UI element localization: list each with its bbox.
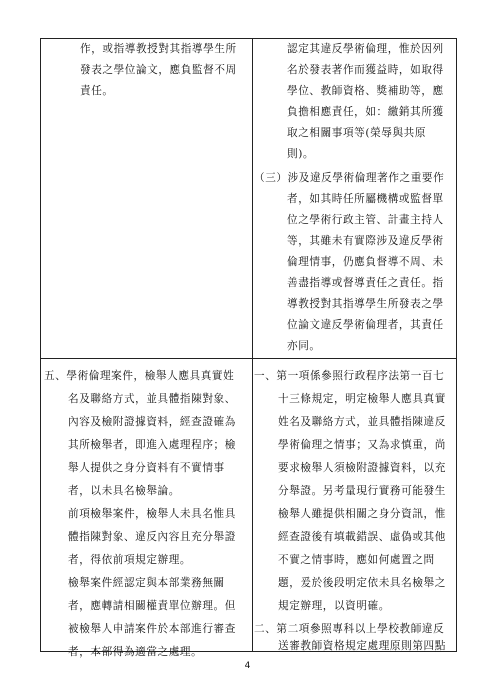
text-line: 不實之情事時，應如何處置之問 <box>278 554 435 566</box>
text-line: 被檢舉人申請案件於本部進行審查 <box>68 623 236 635</box>
text-line: 者，應轉請相關權責單位辦理。但 <box>68 600 236 612</box>
text-line: 則)。 <box>287 148 315 160</box>
text-line: 負擔相應責任，如：繳銷其所獲 <box>287 106 444 118</box>
text-line: 作，或指導教授對其指導學生所 <box>80 43 237 55</box>
text-line: 二、第二項參照專科以上學校教師違反 <box>254 623 445 635</box>
text-line: 前項檢舉案件，檢舉人未具名惟具 <box>68 508 236 520</box>
text-line: 送審教師資格規定處理原則第四點 <box>278 640 446 652</box>
text-line: 等，其雖未有實際涉及違反學術 <box>287 235 444 247</box>
text-line: 題，爰於後段明定依未具名檢舉之 <box>278 577 446 589</box>
column-divider <box>252 39 253 651</box>
text-line: 其所檢舉者，即進入處理程序；檢 <box>68 439 236 451</box>
text-line: 舉人提供之身分資料有不實情事 <box>68 462 225 474</box>
text-line: 亦同。 <box>287 340 321 352</box>
text-line: 倫理情事，仍應負督導不周、未 <box>287 256 444 268</box>
page-number: 4 <box>244 661 251 671</box>
text-line: 名於發表著作而獲益時，如取得 <box>287 64 444 76</box>
text-line: 者，得依前項規定辦理。 <box>68 554 192 566</box>
text-line: 檢舉案件經認定與本部業務無關 <box>68 577 225 589</box>
text-line: 取之相關事項等(榮辱與共原 <box>287 127 427 139</box>
text-line: 位之學術行政主管、計畫主持人 <box>287 214 444 226</box>
text-line: 者，如其時任所屬機構或監督單 <box>287 193 444 205</box>
text-line: 體指陳對象、違反內容且充分舉證 <box>68 531 236 543</box>
text-line: 學位、教師資格、獎補助等，應 <box>287 85 444 97</box>
text-line: 一、第一項係參照行政程序法第一百七 <box>254 370 445 382</box>
text-line: 者，本部得為適當之處理。 <box>68 646 203 658</box>
text-line: 規定辦理，以資明確。 <box>278 600 390 612</box>
text-line: 分舉證。另考量現行實務可能發生 <box>278 485 446 497</box>
text-line: 責任。 <box>80 85 114 97</box>
text-line: 十三條規定，明定檢舉人應具真實 <box>278 393 446 405</box>
text-line: 學術倫理之情事；又為求慎重，尚 <box>278 439 446 451</box>
text-line: 者，以未具名檢舉論。 <box>68 485 180 497</box>
text-line: 位論文違反學術倫理者，其責任 <box>287 319 444 331</box>
text-line: 導教授對其指導學生所發表之學 <box>287 298 444 310</box>
text-line: 檢舉人雖提供相關之身分資訊，惟 <box>278 508 446 520</box>
text-line: 要求檢舉人須檢附證據資料，以充 <box>278 462 446 474</box>
text-line: （三）涉及違反學術倫理著作之重要作 <box>254 172 445 184</box>
row-divider <box>41 358 456 359</box>
text-line: 五、學術倫理案件，檢舉人應具真實姓 <box>44 370 235 382</box>
text-line: 經查證後有填載錯誤、虛偽或其他 <box>278 531 446 543</box>
text-line: 姓名及聯絡方式，並具體指陳違反 <box>278 416 446 428</box>
text-line: 認定其違反學術倫理，惟於因列 <box>287 43 444 55</box>
text-line: 發表之學位論文，應負監督不周 <box>80 64 237 76</box>
text-line: 名及聯絡方式，並具體指陳對象、 <box>68 393 236 405</box>
text-line: 內容及檢附證據資料，經查證確為 <box>68 416 236 428</box>
text-line: 善盡指導或督導責任之責任。指 <box>287 277 444 289</box>
